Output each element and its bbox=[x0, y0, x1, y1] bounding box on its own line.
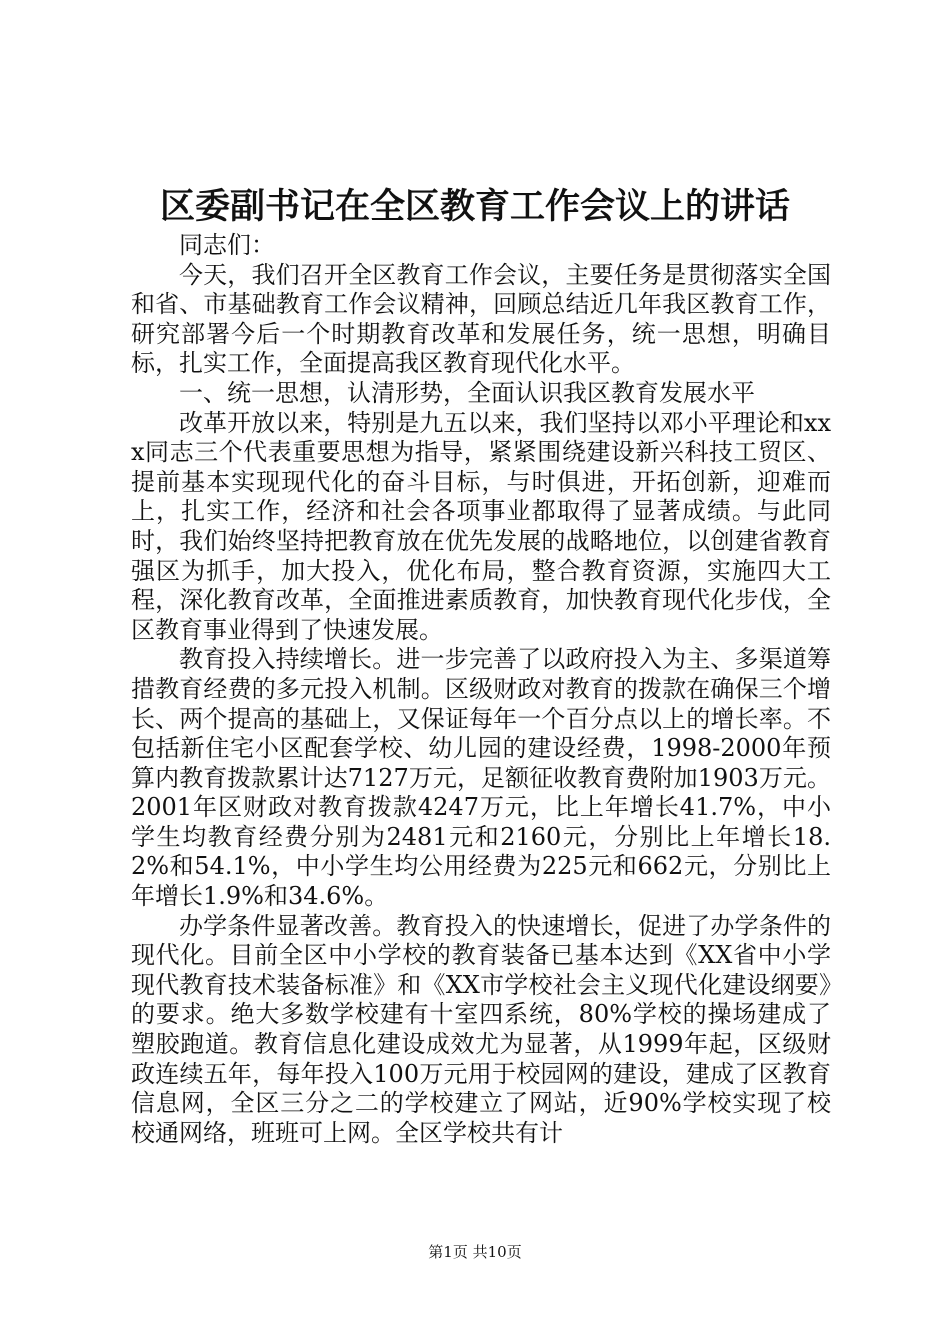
body-paragraph: 今天，我们召开全区教育工作会议，主要任务是贯彻落实全国和省、市基础教育工作会议精神，回顾总结近几年我区教育工作，研究部署今后一个时期教育改革和发展任务，统一思想，明确目标，扎实工作，全面提高我区教育现代化水平。 bbox=[131, 260, 831, 378]
salutation: 同志们： bbox=[179, 231, 275, 259]
document-title: 区委副书记在全区教育工作会议上的讲话 bbox=[159, 186, 790, 227]
section-heading: 一、统一思想，认清形势，全面认识我区教育发展水平 bbox=[179, 378, 755, 407]
page-footer: 第1页 共10页 bbox=[428, 1243, 522, 1261]
document-body bbox=[131, 231, 831, 1148]
body-paragraph: 教育投入持续增长。进一步完善了以政府投入为主、多渠道筹措教育经费的多元投入机制。区级财政对教育的拨款在确保三个增长、两个提高的基础上，又保证每年一个百分点以上的增长率。不包括新住宅小区配套学校、幼儿园的建设经费，1998-2000年预算内教育拨款累计达7127万元，足额征收教育费附加1903万元。2001年区财政对教育拨款4247万元，比上年增长41.7%，中小学生均教育经费分别为2481元和2160元，分别比上年增长18.2%和54.1%，中小学生均公用经费为225元和662元，分别比上年增长1.9%和34.6%。 bbox=[131, 645, 831, 911]
body-paragraph: 改革开放以来，特别是九五以来，我们坚持以邓小平理论和xxx同志三个代表重要思想为指导，紧紧围绕建设新兴科技工贸区、提前基本实现现代化的奋斗目标，与时俱进，开拓创新，迎难而上，扎实工作，经济和社会各项事业都取得了显著成绩。与此同时，我们始终坚持把教育放在优先发展的战略地位，以创建省教育强区为抓手，加大投入，优化布局，整合教育资源，实施四大工程，深化教育改革，全面推进素质教育，加快教育现代化步伐，全区教育事业得到了快速发展。 bbox=[131, 408, 831, 644]
body-paragraph: 办学条件显著改善。教育投入的快速增长，促进了办学条件的现代化。目前全区中小学校的教育装备已基本达到《XX省中小学现代教育技术装备标准》和《XX市学校社会主义现代化建设纲要》的要求。绝大多数学校建有十室四系统，80%学校的操场建成了塑胶跑道。教育信息化建设成效尤为显著，从1999年起，区级财政连续五年，每年投入100万元用于校园网的建设，建成了区教育信息网，全区三分之二的学校建立了网站，近90%学校实现了校校通网络，班班可上网。全区学校共有计 bbox=[131, 911, 831, 1147]
